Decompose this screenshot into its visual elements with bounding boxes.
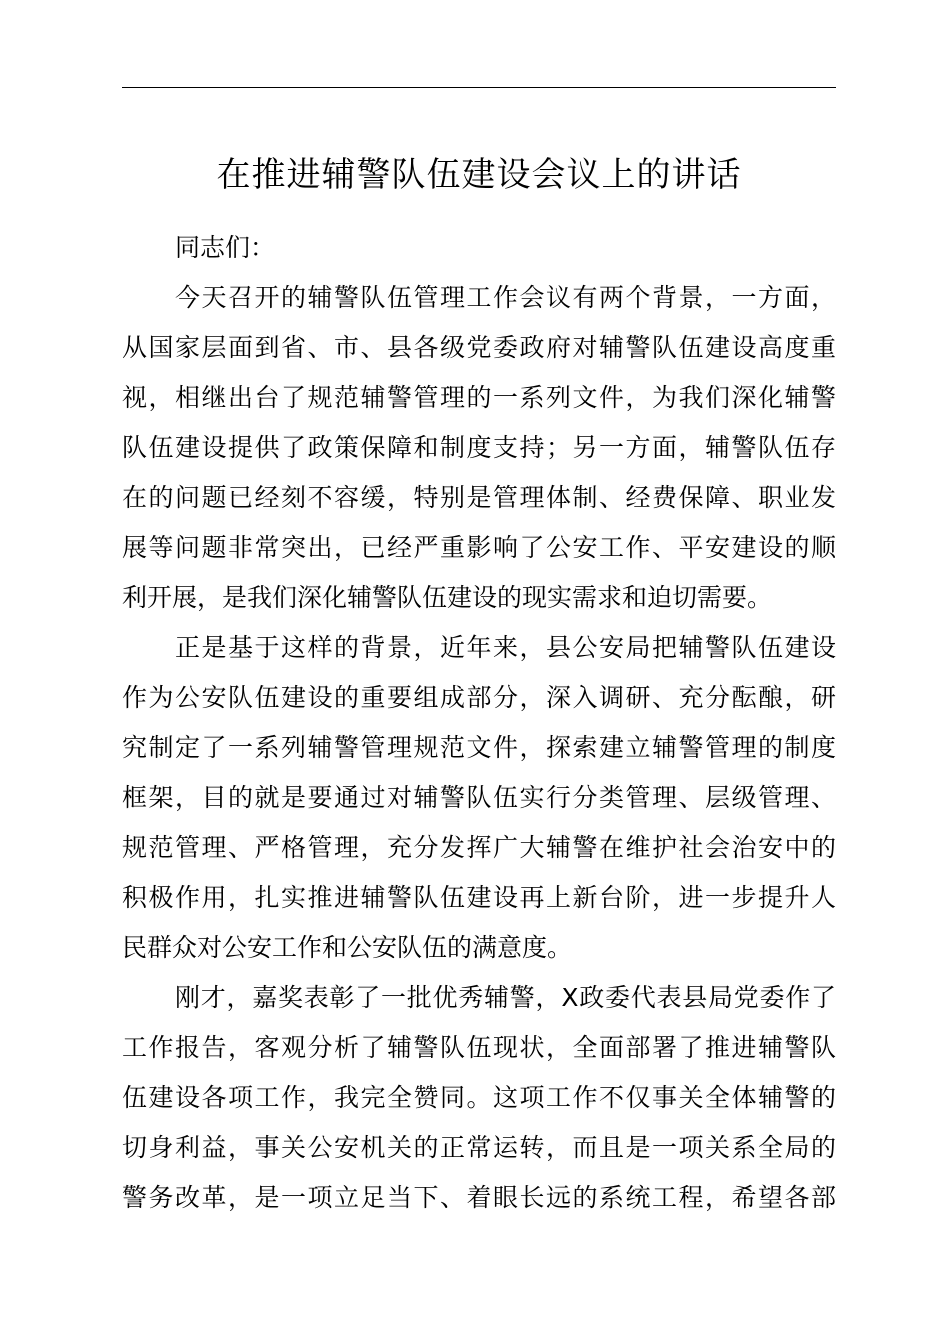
header-rule xyxy=(122,87,836,88)
paragraph-line: 警务改革，是一项立足当下、着眼长远的系统工程，希望各部 xyxy=(122,1183,836,1212)
paragraph-line: 队伍建设提供了政策保障和制度支持；另一方面，辅警队伍存 xyxy=(122,433,836,462)
paragraph-line: 民群众对公安工作和公安队伍的满意度。 xyxy=(122,933,573,962)
paragraph-line: 刚才，嘉奖表彰了一批优秀辅警，X政委代表县局党委作了 xyxy=(175,983,836,1012)
paragraph-line: 利开展，是我们深化辅警队伍建设的现实需求和迫切需要。 xyxy=(122,583,773,612)
paragraph-3 xyxy=(122,973,836,1223)
paragraph-line: 在的问题已经刻不容缓，特别是管理体制、经费保障、职业发 xyxy=(122,483,836,512)
paragraph-1 xyxy=(122,273,836,623)
paragraph-line: 积极作用，扎实推进辅警队伍建设再上新台阶，进一步提升人 xyxy=(122,883,836,912)
paragraph-line: 究制定了一系列辅警管理规范文件，探索建立辅警管理的制度 xyxy=(122,733,836,762)
paragraph-line: 切身利益，事关公安机关的正常运转，而且是一项关系全局的 xyxy=(122,1133,836,1162)
paragraph-line: 工作报告，客观分析了辅警队伍现状，全面部署了推进辅警队 xyxy=(122,1033,836,1062)
document-body xyxy=(122,223,836,1223)
paragraph-line: 展等问题非常突出，已经严重影响了公安工作、平安建设的顺 xyxy=(122,533,836,562)
paragraph-line: 视，相继出台了规范辅警管理的一系列文件，为我们深化辅警 xyxy=(122,383,836,412)
paragraph-line: 从国家层面到省、市、县各级党委政府对辅警队伍建设高度重 xyxy=(122,333,836,362)
paragraph-line: 框架，目的就是要通过对辅警队伍实行分类管理、层级管理、 xyxy=(122,783,836,812)
paragraph-line: 正是基于这样的背景，近年来，县公安局把辅警队伍建设 xyxy=(175,633,836,662)
paragraph-2 xyxy=(122,623,836,973)
paragraph-line: 作为公安队伍建设的重要组成部分，深入调研、充分酝酿，研 xyxy=(122,683,836,712)
paragraph-line: 今天召开的辅警队伍管理工作会议有两个背景，一方面， xyxy=(175,283,836,312)
salutation: 同志们： xyxy=(175,233,276,262)
paragraph-line: 伍建设各项工作，我完全赞同。这项工作不仅事关全体辅警的 xyxy=(122,1083,836,1112)
document-title: 在推进辅警队伍建设会议上的讲话 xyxy=(216,155,742,195)
paragraph-line: 规范管理、严格管理，充分发挥广大辅警在维护社会治安中的 xyxy=(122,833,836,862)
